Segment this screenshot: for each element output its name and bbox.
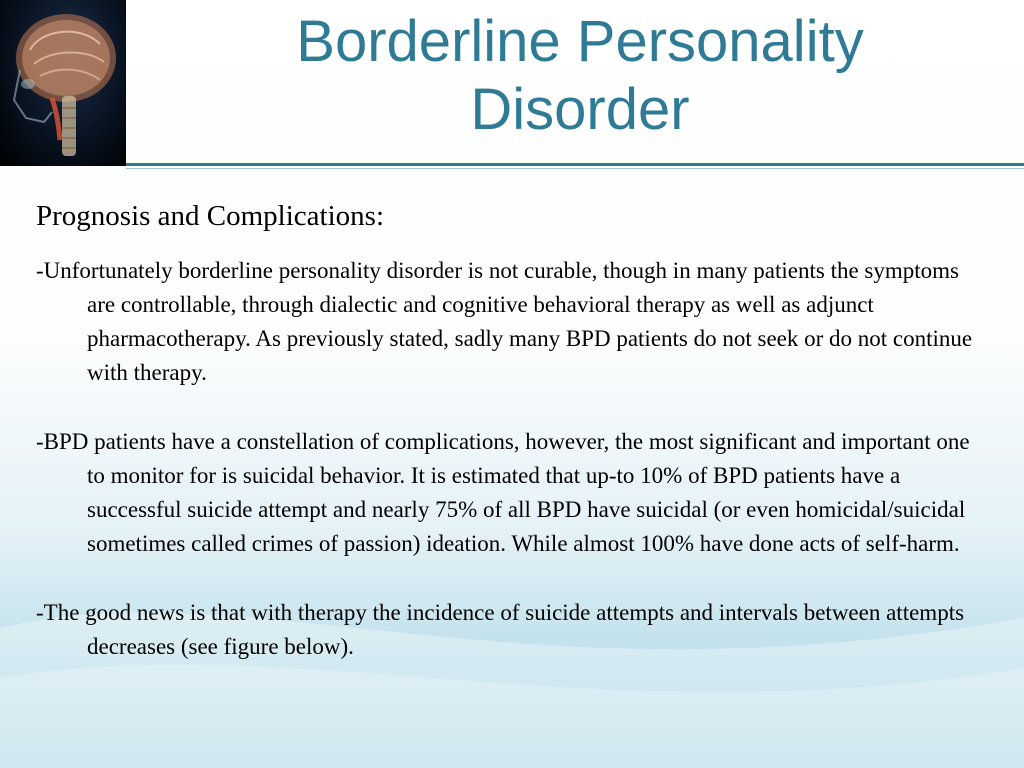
paragraph-good-news: -The good news is that with therapy the incidence of suicide attempts and intervals between attempts decreases (see figure below). <box>36 600 965 659</box>
slide-body <box>36 196 984 699</box>
header-divider <box>126 163 1024 166</box>
section-heading: Prognosis and Complications: <box>36 200 384 232</box>
slide-title-line-1: Borderline Personality <box>296 9 864 74</box>
header-divider-thin <box>126 168 1024 169</box>
paragraph-prognosis: -Unfortunately borderline personality disorder is not curable, though in many patients the symptoms are controllable, through dialectic and cognitive behavioral therapy as well as adjunct pharmacotherapy. As previously stated, sadly many BPD patients do not seek or do not continue with therapy. <box>36 258 973 385</box>
brain-skull-xray-image <box>0 0 126 166</box>
paragraph-complications: -BPD patients have a constellation of complications, however, the most significant and important one to monitor for is suicidal behavior. It is estimated that up-to 10% of BPD patients have a successful suicide attempt and nearly 75% of all BPD have suicidal (or even homicidal/suicidal sometimes called crimes of passion) ideation. While almost 100% have done acts of self-harm. <box>36 429 970 556</box>
slide-title <box>136 8 1024 144</box>
slide-title-line-2: Disorder <box>470 77 690 142</box>
